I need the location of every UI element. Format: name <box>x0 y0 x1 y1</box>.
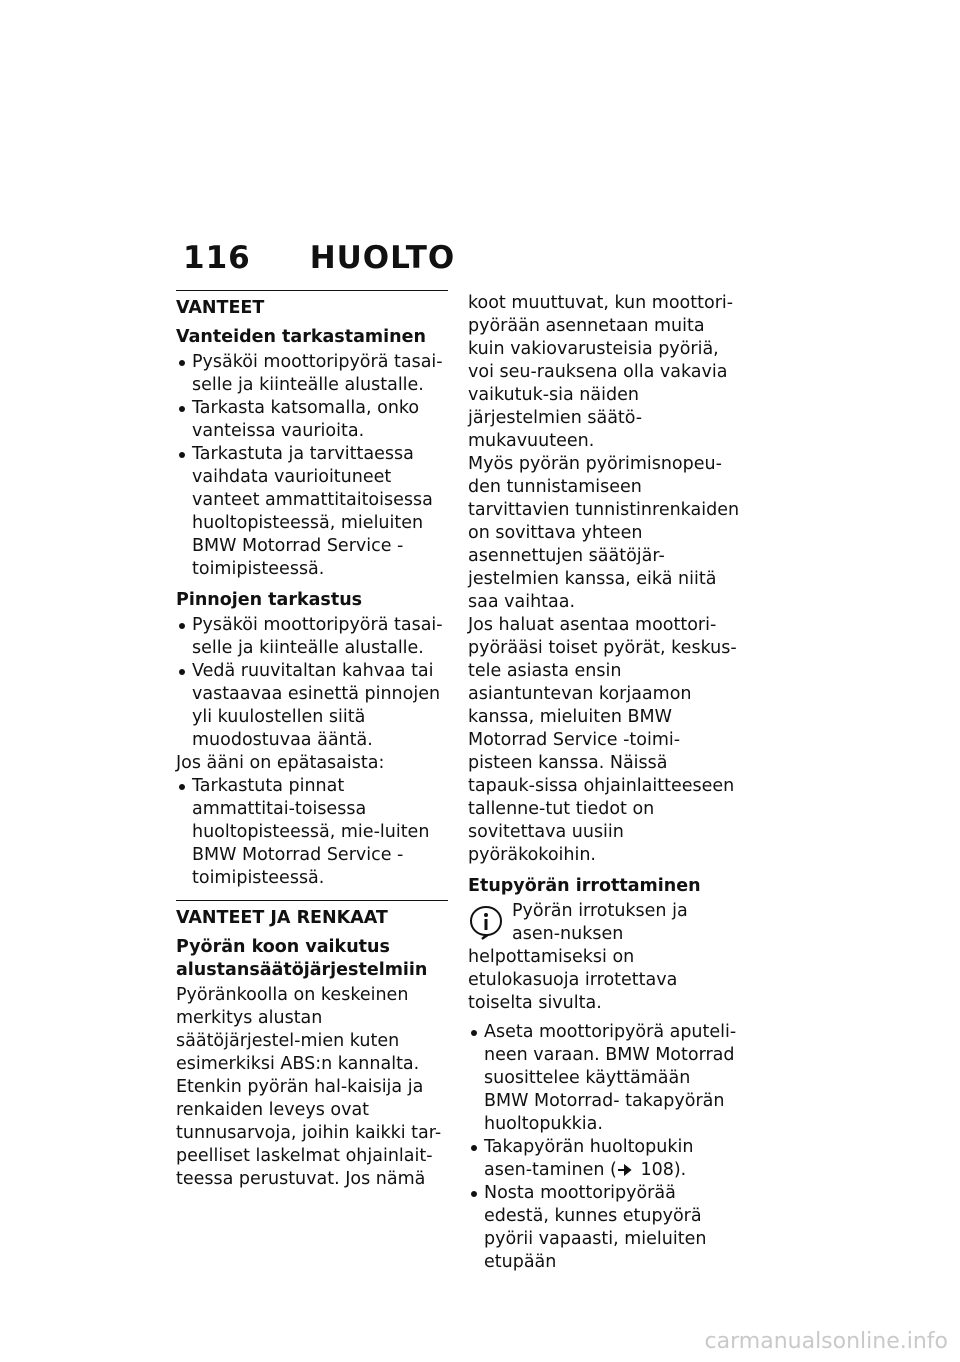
list-item: Pysäköi moottoripyörä tasai-selle ja kiinteälle alustalle. <box>176 351 448 397</box>
left-column <box>176 290 448 1191</box>
body-text: Jos ääni on epätasaista: <box>176 753 385 773</box>
watermark: carmanualsonline.info <box>704 1329 948 1354</box>
spoke-action-list <box>176 775 448 890</box>
info-note <box>468 900 740 1015</box>
section-divider <box>176 900 448 901</box>
section-divider <box>176 290 448 291</box>
front-wheel-list <box>468 1021 740 1274</box>
body-text: koot muuttuvat, kun moottori-pyörään asennetaan muita kuin vakiovarusteisia pyöriä, voi seu-rauksena olla vakavia vaikutuk-sia näiden järjestelmien säätö-mukavuuteen. <box>468 293 734 451</box>
body-text: Myös pyörän pyörimisnopeu-den tunnistamiseen tarvittavien tunnistinrenkaiden on sovittava yhteen asennettujen säätöjär-jestelmien kanssa, eikä niitä saa vaihtaa. <box>468 454 740 612</box>
info-icon <box>468 904 504 940</box>
list-item: Aseta moottoripyörä aputeli-neen varaan. BMW Motorrad suosittelee käyttämään BMW Motorrad- takapyörän huoltopukkia. <box>468 1021 740 1136</box>
info-text: Pyörän irrotuksen ja asen-nuksen helpottamiseksi on etulokasuoja irrotettava toiselta sivulta. <box>468 901 688 1013</box>
list-item: Tarkastuta ja tarvittaessa vaihdata vaurioituneet vanteet ammattitaitoisessa huoltopisteessä, mieluiten BMW Motorrad Service -toimipisteessä. <box>176 443 448 581</box>
page-header <box>183 240 455 276</box>
body-text: Pyöränkoolla on keskeinen merkitys alustan säätöjärjestel-mien kuten esimerkiksi ABS:n kannalta. Etenkin pyörän hal-kaisija ja renkaiden leveys ovat tunnusarvoja, joihin kaikki tar-peelliset laskelmat ohjainlait-teessa perustuvat. Jos nämä <box>176 985 442 1189</box>
page-number: 116 <box>183 240 251 276</box>
list-item: Tarkastuta pinnat ammattitai-toisessa huoltopisteessä, mie-luiten BMW Motorrad Service -toimipisteessä. <box>176 775 448 890</box>
chapter-title: HUOLTO <box>309 240 456 276</box>
page-reference[interactable]: 108 <box>640 1160 674 1180</box>
list-item: Nosta moottoripyörää edestä, kunnes etupyörä pyörii vapaasti, mieluiten etupään <box>468 1182 740 1274</box>
list-item: Takapyörän huoltopukin asen-taminen ( 108). <box>468 1136 740 1182</box>
subheading-front-wheel-removal: Etupyörän irrottaminen <box>468 876 701 896</box>
subheading-rim-check: Vanteiden tarkastaminen <box>176 327 426 347</box>
subheading-spoke-check: Pinnojen tarkastus <box>176 590 363 610</box>
subheading-wheel-size: Pyörän koon vaikutus alustansäätöjärjestelmiin <box>176 937 428 980</box>
list-item: Pysäköi moottoripyörä tasai-selle ja kiinteälle alustalle. <box>176 614 448 660</box>
rim-check-list <box>176 351 448 581</box>
list-item: Tarkasta katsomalla, onko vanteissa vaurioita. <box>176 397 448 443</box>
list-item: Vedä ruuvitaltan kahvaa tai vastaavaa esinettä pinnojen yli kuulostellen siitä muodostuvaa ääntä. <box>176 660 448 752</box>
section-title-rims-tyres: VANTEET JA RENKAAT <box>176 908 388 928</box>
spoke-check-list <box>176 614 448 752</box>
body-text: Jos haluat asentaa moottori-pyörääsi toiset pyörät, keskus-tele asiasta ensin asiantuntevan korjaamon kanssa, mieluiten BMW Motorrad Service -toimi-pisteen kanssa. Näissä tapauk-sissa ohjainlaitteeseen tallenne-tut tiedot on sovitettava uusiin pyöräkokoihin. <box>468 615 737 865</box>
section-title-vanteet: VANTEET <box>176 298 265 318</box>
right-column <box>468 292 740 1274</box>
arrow-right-icon <box>617 1164 635 1176</box>
